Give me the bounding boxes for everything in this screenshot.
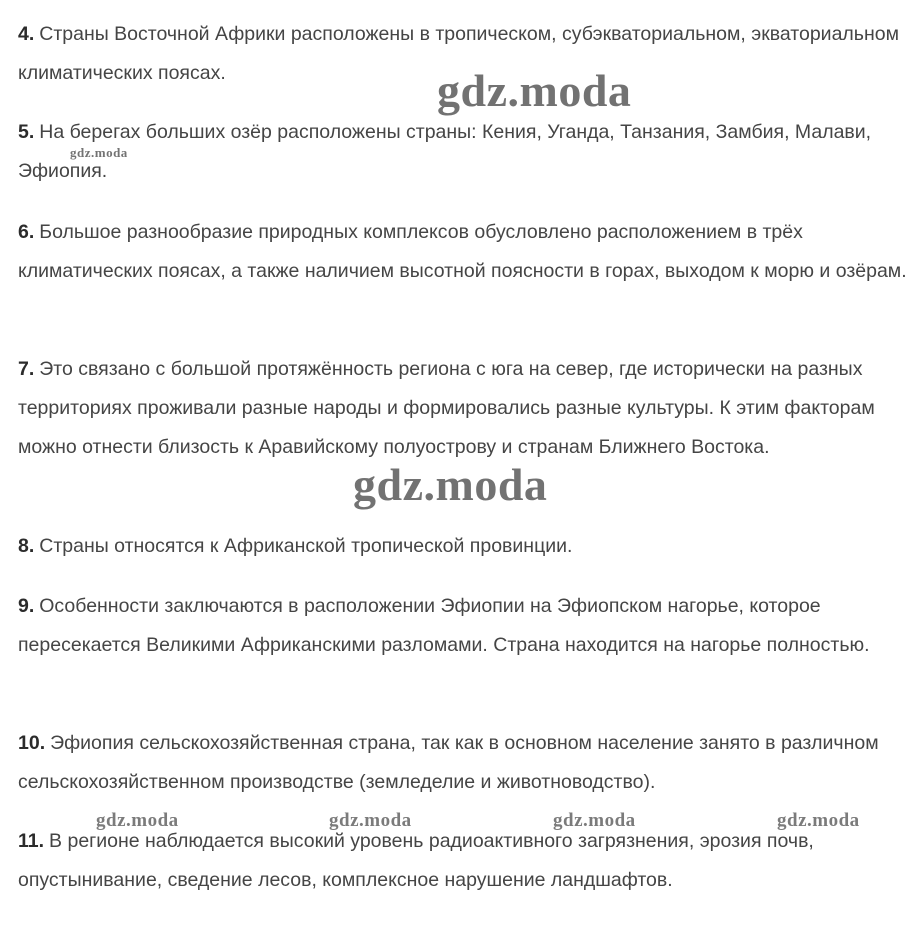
answer-number: 8. bbox=[18, 535, 35, 557]
answer-text: В регионе наблюдается высокий уровень радиоактивного загрязнения, эрозия почв, опустынивание, сведение лесов, комплексное нарушение ландшафтов. bbox=[18, 830, 814, 891]
answer-number: 7. bbox=[18, 358, 35, 380]
answer-number: 9. bbox=[18, 595, 35, 617]
answer-number: 10. bbox=[18, 732, 46, 754]
answer-text: Эфиопия сельскохозяйственная страна, так как в основном население занято в различном сельскохозяйственном производстве (земледелие и животноводство). bbox=[18, 732, 879, 793]
answer-text: Это связано с большой протяжённость региона с юга на север, где исторически на разных территориях проживали разные народы и формировались разные культуры. К этим факторам можно отнести близость к Аравийскому полуострову и странам Ближнего Востока. bbox=[18, 358, 875, 458]
answer-text: Особенности заключаются в расположении Эфиопии на Эфиопском нагорье, которое пересекается Великими Африканскими разломами. Страна находится на нагорье полностью. bbox=[18, 595, 870, 656]
answer-7 bbox=[18, 350, 913, 467]
watermark-logo: gdz.moda bbox=[329, 810, 412, 831]
watermark-logo: gdz.moda bbox=[777, 810, 860, 831]
watermark-logo: gdz.moda bbox=[70, 145, 128, 160]
answer-11 bbox=[18, 822, 913, 900]
answer-6 bbox=[18, 213, 913, 291]
answer-text: Большое разнообразие природных комплексов обусловлено расположением в трёх климатических поясах, а также наличием высотной поясности в горах, выходом к морю и озёрам. bbox=[18, 221, 907, 282]
answer-4 bbox=[18, 15, 913, 93]
answer-8 bbox=[18, 527, 913, 566]
answer-number: 6. bbox=[18, 221, 35, 243]
watermark-logo: gdz.moda bbox=[437, 65, 632, 116]
answer-number: 5. bbox=[18, 121, 35, 143]
answer-text: На берегах больших озёр расположены страны: Кения, Уганда, Танзания, Замбия, Малави, Эфиопия. bbox=[18, 121, 872, 182]
answer-10 bbox=[18, 724, 913, 802]
watermark-logo: gdz.moda bbox=[553, 810, 636, 831]
answer-9 bbox=[18, 587, 913, 665]
answer-text: Страны относятся к Африканской тропической провинции. bbox=[39, 535, 573, 557]
watermark-logo: gdz.moda bbox=[96, 810, 179, 831]
watermark-logo: gdz.moda bbox=[353, 459, 548, 510]
answer-number: 11. bbox=[18, 830, 45, 852]
answer-number: 4. bbox=[18, 23, 35, 45]
answer-text: Страны Восточной Африки расположены в тропическом, субэкваториальном, экваториальном климатических поясах. bbox=[18, 23, 899, 84]
answer-5 bbox=[18, 113, 913, 191]
